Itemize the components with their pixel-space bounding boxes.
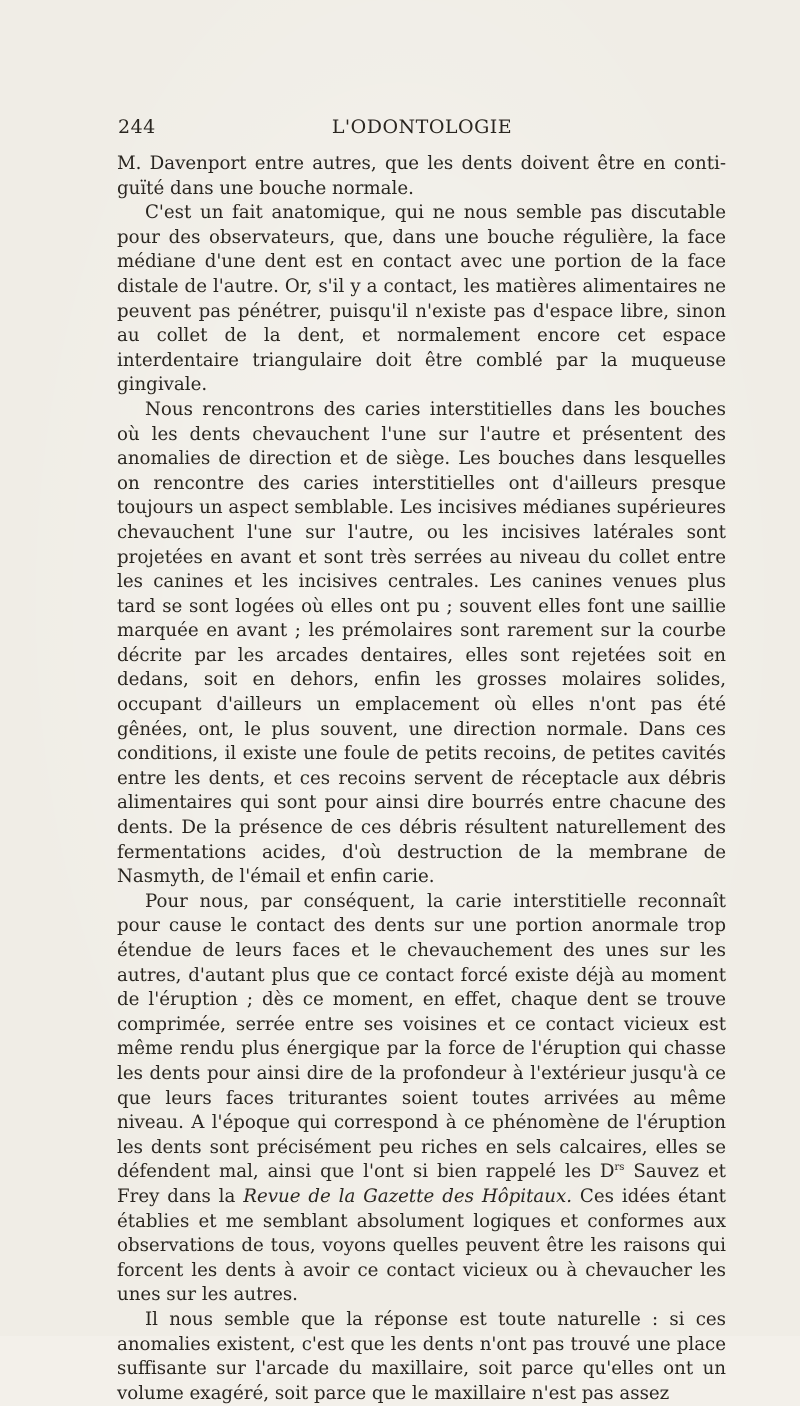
paragraph-1: M. Davenport entre autres, que les dents doivent être en contiguïté dans une bouche normale. <box>117 153 726 199</box>
running-title: L'ODONTOLOGIE <box>331 116 513 138</box>
paragraph-4 <box>117 890 726 1308</box>
body-text <box>117 152 726 1406</box>
paragraph-4-part-b: Sauvez et Frey dans la <box>117 1161 726 1207</box>
paragraph-3: Nous rencontrons des caries interstitielles dans les bouches où les dents chevauchent l'une sur l'autre et présentent des anomalies de direction et de siège. Les bouches dans lesquelles on rencontre des caries interstitielles ont d'ailleurs presque toujours un aspect semblable. Les incisives médianes supérieures chevauchent l'une sur l'autre, ou les incisives latérales sont projetées en avant et sont très serrées au niveau du collet entre les canines et les incisives centrales. Les canines venues plus tard se sont logées où elles ont pu ; souvent elles font une saillie marquée en avant ; les prémolaires sont rarement sur la courbe décrite par les arcades dentaires, elles sont rejetées soit en dedans, soit en dehors, enfin les grosses molaires solides, occupant d'ailleurs un emplacement où elles n'ont pas été gênées, ont, le plus souvent, une direction normale. Dans ces conditions, il existe une foule de petits recoins, de petites cavités entre les dents, et ces recoins servent de réceptacle aux débris alimentaires qui sont pour ainsi dire bourrés entre chacune des dents. De la présence de ces débris résultent naturellement des fermentations acides, d'où destruction de la membrane de Nasmyth, de l'émail et enfin carie. <box>117 398 726 888</box>
page-number: 244 <box>118 116 156 138</box>
paragraph-4-part-a: Pour nous, par conséquent, la carie interstitielle reconnaît pour cause le contact des dents sur une portion anormale trop étendue de leurs faces et le chevauchement des unes sur les autres, d'autant plus que ce contact forcé existe déjà au moment de l'éruption ; dès ce moment, en effet, chaque dent se trouve comprimée, serrée entre ses voisines et ce contact vicieux est même rendu plus énergique par la force de l'éruption qui chasse les dents pour ainsi dire de la profondeur à l'extérieur jusqu'à ce que leurs faces triturantes soient toutes arrivées au même niveau. A l'époque qui correspond à ce phénomène de l'éruption les dents sont précisément peu riches en sels calcaires, elles se défendent mal, ainsi que l'ont si bien rappelé les D <box>117 890 726 1183</box>
paragraph-4-superscript: rs <box>614 1162 625 1174</box>
page-header <box>118 116 726 146</box>
paragraph-2: C'est un fait anatomique, qui ne nous semble pas discutable pour des observateurs, que, dans une bouche régulière, la face médiane d'une dent est en contact avec une portion de la face distale de l'autre. Or, s'il y a contact, les matières alimentaires ne peuvent pas pénétrer, puisqu'il n'existe pas d'espace libre, sinon au collet de la dent, et normalement encore cet espace interdentaire triangulaire doit être comblé par la muqueuse gingivale. <box>117 202 726 396</box>
journal-title: Revue de la Gazette des Hôpitaux. <box>243 1185 573 1207</box>
paragraph-4-part-c: Ces idées étant établies et me semblant absolument logiques et conformes aux observations de tous, voyons quelles peuvent être les raisons qui forcent les dents à avoir ce contact vicieux ou à chevaucher les unes sur les autres. <box>117 1185 726 1306</box>
paragraph-5: Il nous semble que la réponse est toute naturelle : si ces anomalies existent, c'est que les dents n'ont pas trouvé une place suffisante sur l'arcade du maxillaire, soit parce qu'elles ont un volume exagéré, soit parce que le maxillaire n'est pas assez <box>117 1308 726 1404</box>
